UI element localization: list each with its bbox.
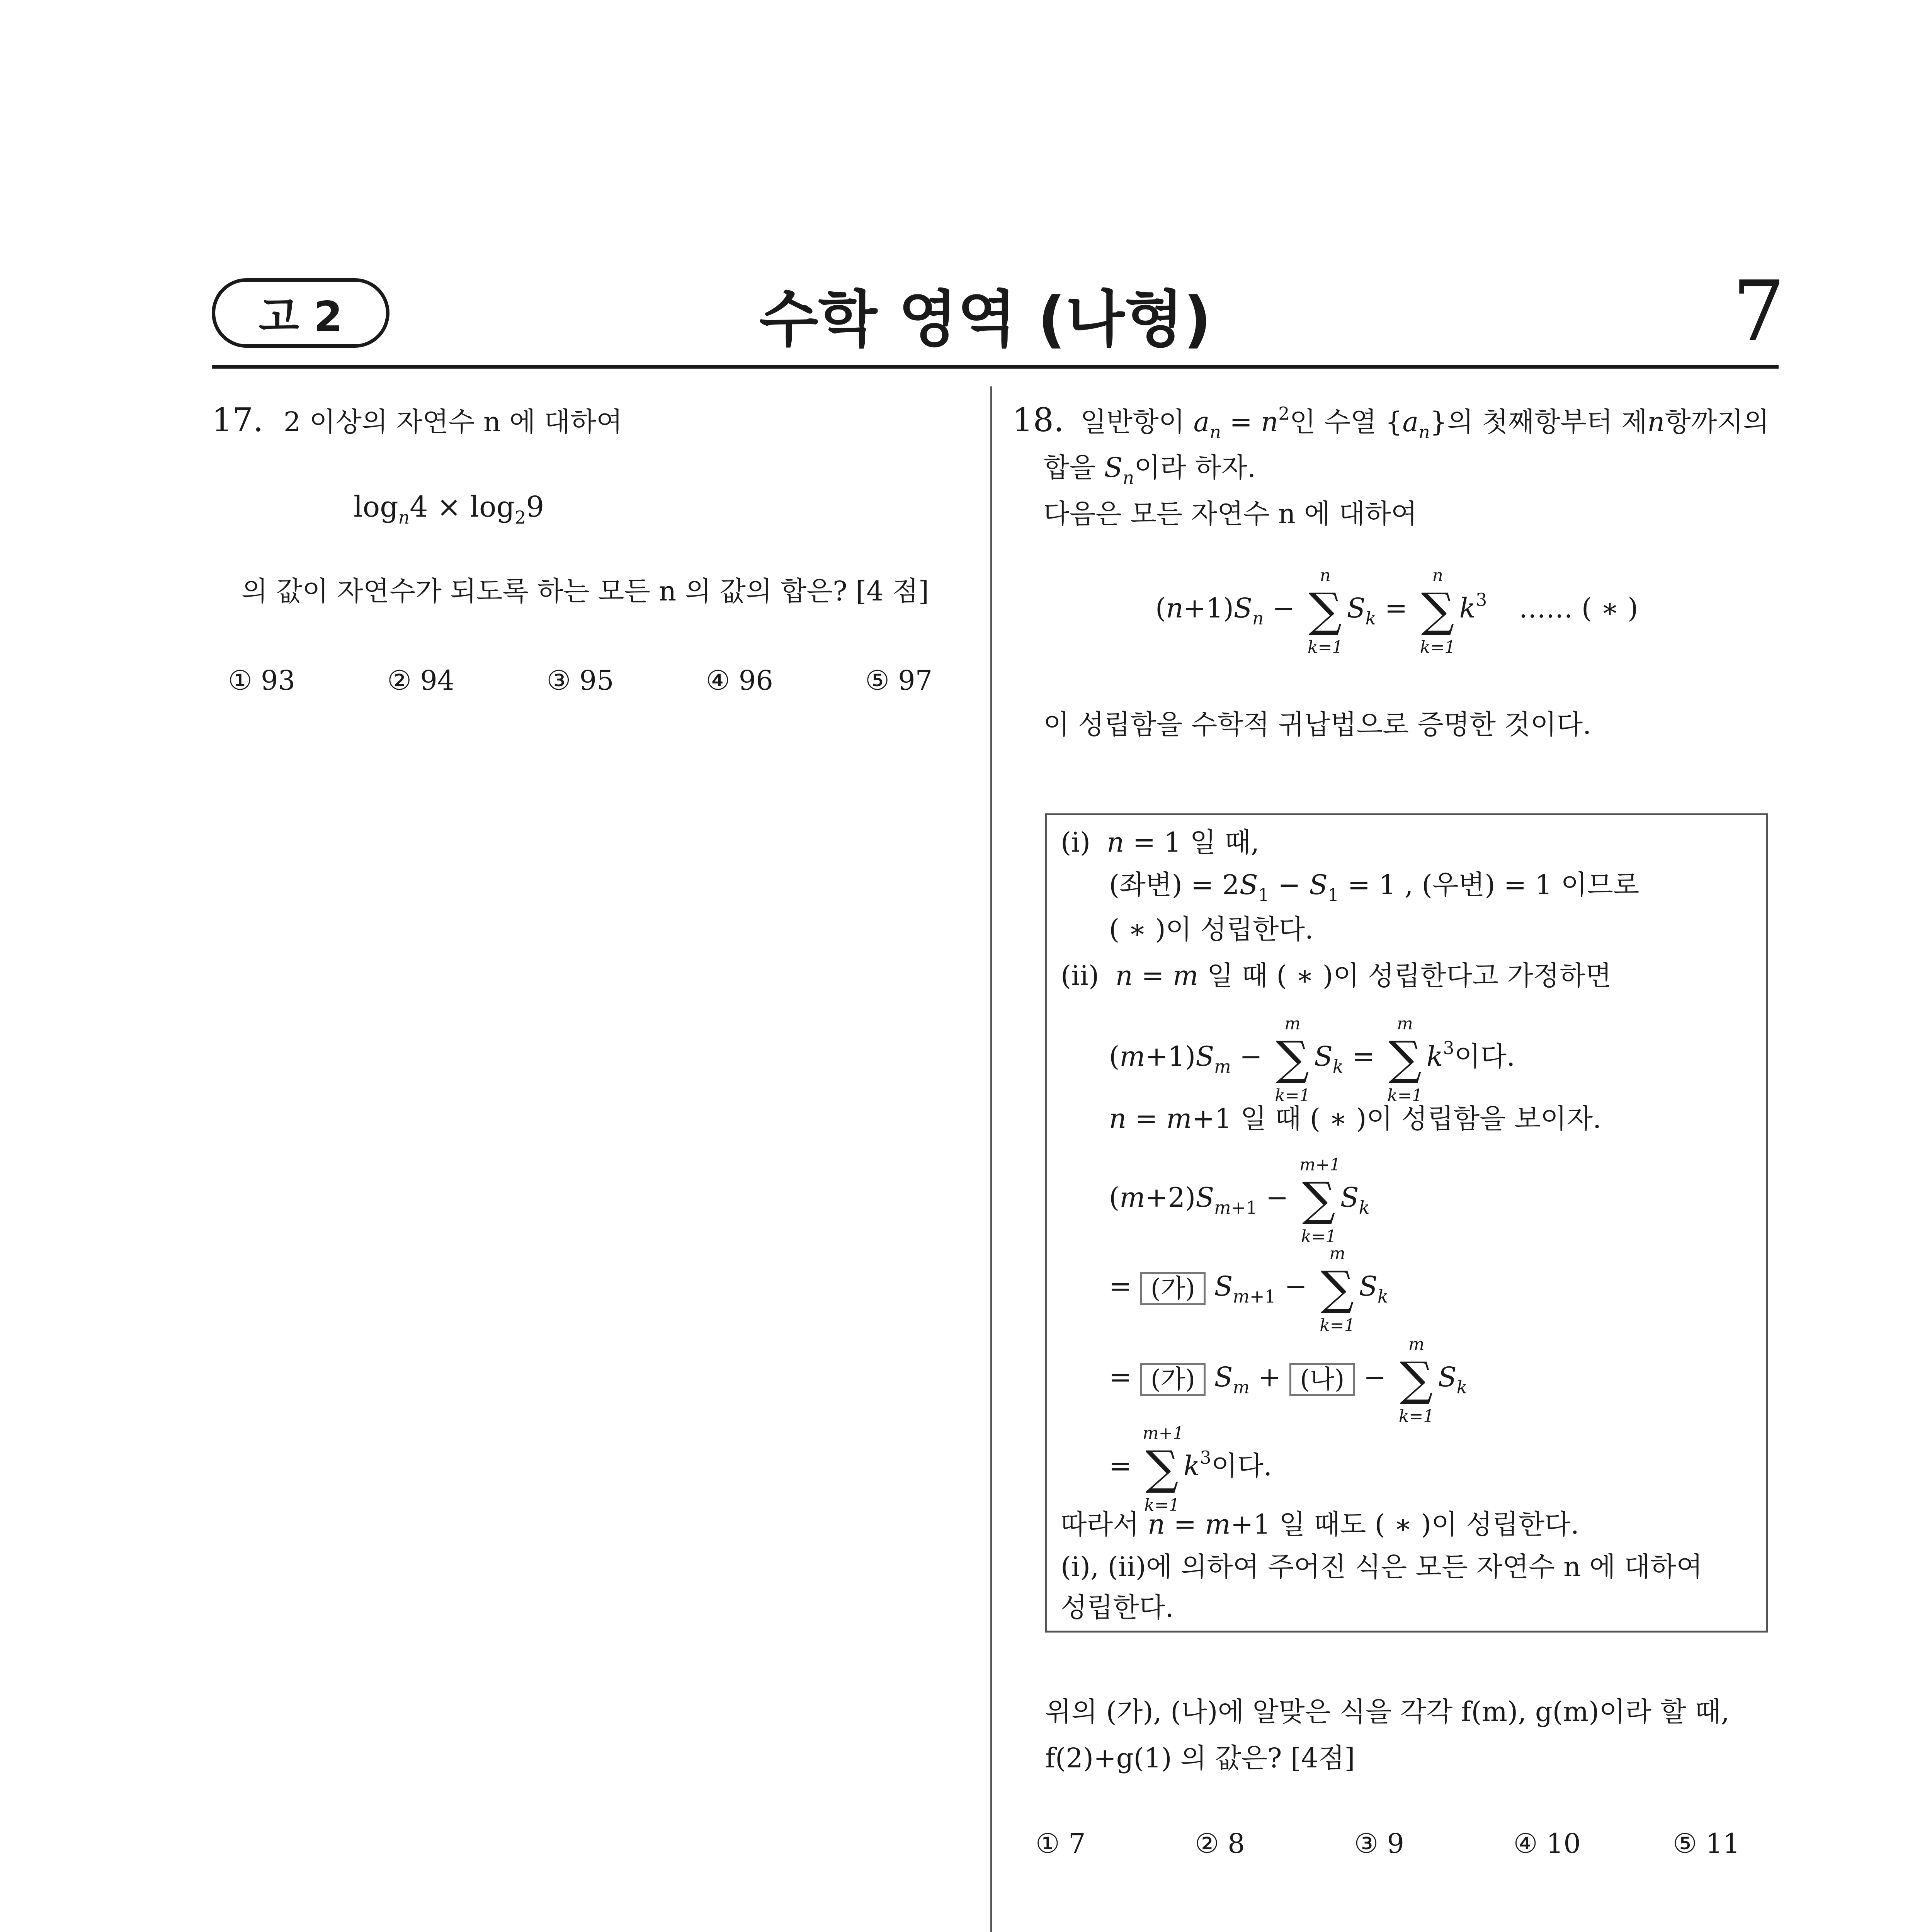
page-number: 7 bbox=[1732, 263, 1785, 360]
q18-choices bbox=[1036, 1828, 1740, 1859]
proof-i-right: (우변) bbox=[1422, 869, 1495, 901]
proof-step-1: $(m+2)S_{m+1}$ − m+1 ∑ k=1 $S_k$ bbox=[1109, 1155, 1370, 1247]
q17-question: 의 값이 자연수가 되도록 하는 모든 n 의 값의 합은? [4 점] bbox=[242, 575, 929, 607]
q18-number: 18. bbox=[1012, 401, 1064, 439]
q17-choices bbox=[228, 665, 932, 696]
q18-line4: 이 성립함을 수학적 귀납법으로 증명한 것이다. bbox=[1043, 709, 1592, 740]
q18-question-1: 위의 (가), (나)에 알맞은 식을 각각 f(m), g(m)이라 할 때, bbox=[1045, 1696, 1730, 1728]
proof-conclude-1b: 일 때도 ( ∗ )이 성립한다. bbox=[1279, 1509, 1579, 1540]
proof-end-is: 이다. bbox=[1211, 1450, 1272, 1482]
sum-sigma: m ∑ k=1 bbox=[1398, 1335, 1434, 1426]
sum-sigma: m ∑ k=1 bbox=[1275, 1014, 1310, 1105]
q17-intro: 2 이상의 자연수 n 에 대하여 bbox=[283, 406, 622, 438]
proof-conclude-2: (i), (ii)에 의하여 주어진 식은 모든 자연수 n 에 대하여 bbox=[1061, 1551, 1703, 1583]
sum-sigma: m ∑ k=1 bbox=[1387, 1014, 1423, 1105]
proof-ii-show: n = m+1 일 때 ( ∗ )이 성립함을 보이자. bbox=[1109, 1103, 1602, 1134]
proof-ii-text: 일 때 ( ∗ )이 성립한다고 가정하면 bbox=[1207, 960, 1612, 992]
q18-line2: 합을 $S_n$이라 하자. bbox=[1043, 452, 1256, 488]
header-rule bbox=[212, 365, 1779, 369]
proof-i-head: (i) n = 1 일 때, bbox=[1061, 827, 1260, 858]
proof-ii-head: (ii) n = m 일 때 ( ∗ )이 성립한다고 가정하면 bbox=[1061, 960, 1612, 992]
q18-text-1d: 항까지의 bbox=[1665, 406, 1769, 438]
q17-choice-2[interactable]: ② 94 bbox=[387, 665, 455, 696]
q18-line1: 18. 일반항이 $a_n = n^2$인 수열 $\{a_n\}$의 첫째항부터 제n항까지의 bbox=[1012, 401, 1769, 442]
proof-conclude-1a: 따라서 bbox=[1061, 1509, 1139, 1540]
proof-ii-hypothesis: $(m+1)S_m$ − m ∑ k=1 $S_k$ = m ∑ k=1 $k^3$이다. bbox=[1109, 1014, 1515, 1105]
q17-intro-line bbox=[212, 401, 622, 439]
proof-conclude-1: 따라서 n = m+1 일 때도 ( ∗ )이 성립한다. bbox=[1061, 1509, 1579, 1540]
proof-i-eq: (좌변) = $2S_1 - S_1 = 1$ , (우변) = 1 이므로 bbox=[1109, 869, 1639, 905]
q17-number: 17. bbox=[212, 401, 264, 439]
blank-ga: (가) bbox=[1140, 1272, 1206, 1306]
q18-main-equation: $(n+1)S_n$ − n ∑ k=1 $S_k$ = n ∑ k=1 $k^3$ …… ( ∗ ) bbox=[1155, 566, 1638, 657]
q18-choice-4[interactable]: ④ 10 bbox=[1513, 1828, 1581, 1859]
sum-sigma: m+1 ∑ k=1 bbox=[1299, 1155, 1341, 1247]
proof-ii-label: (ii) bbox=[1061, 960, 1099, 992]
proof-i-holds: ( ∗ )이 성립한다. bbox=[1109, 913, 1314, 945]
q18-choice-3[interactable]: ③ 9 bbox=[1354, 1828, 1405, 1859]
grade-label: 고 2 bbox=[259, 293, 343, 341]
q18-choice-1[interactable]: ① 7 bbox=[1036, 1828, 1086, 1859]
sum-sigma: n ∑ k=1 bbox=[1420, 566, 1456, 657]
q17-formula: $\log_n4 \times \log_29$ bbox=[354, 490, 544, 528]
q18-text-1b: 인 수열 bbox=[1289, 406, 1377, 438]
proof-step-2: = (가) $S_{m+1}$ − m ∑ k=1 $S_k$ bbox=[1109, 1244, 1388, 1335]
q17-choice-4[interactable]: ④ 96 bbox=[706, 665, 773, 696]
proof-step-3: = (가) $S_m$ + (나) − m ∑ k=1 $S_k$ bbox=[1109, 1335, 1468, 1426]
q17-choice-1[interactable]: ① 93 bbox=[228, 665, 296, 696]
proof-i-left: (좌변) bbox=[1109, 869, 1182, 901]
blank-na: (나) bbox=[1289, 1363, 1355, 1396]
q18-line3: 다음은 모든 자연수 n 에 대하여 bbox=[1043, 498, 1417, 530]
proof-ii-show-text: 일 때 ( ∗ )이 성립함을 보이자. bbox=[1240, 1103, 1602, 1134]
q17-choice-3[interactable]: ③ 95 bbox=[546, 665, 614, 696]
sum-sigma: m+1 ∑ k=1 bbox=[1142, 1423, 1184, 1515]
q18-text-1c: 의 첫째항부터 제 bbox=[1447, 406, 1648, 438]
proof-ii-is: 이다. bbox=[1454, 1041, 1515, 1072]
proof-step-4: = m+1 ∑ k=1 $k^3$이다. bbox=[1109, 1423, 1272, 1515]
sum-sigma: n ∑ k=1 bbox=[1307, 566, 1343, 657]
proof-i-text: 일 때, bbox=[1190, 827, 1260, 858]
page-title: 수학 영역 (나형) bbox=[759, 284, 1212, 355]
q18-text-2b: 이라 하자. bbox=[1134, 452, 1256, 483]
q18-text-1a: 일반항이 bbox=[1080, 406, 1185, 438]
q18-text-2a: 합을 bbox=[1043, 452, 1096, 483]
sum-sigma: m ∑ k=1 bbox=[1320, 1244, 1355, 1335]
equation-tag: …… ( ∗ ) bbox=[1519, 592, 1638, 624]
q18-choice-5[interactable]: ⑤ 11 bbox=[1673, 1828, 1740, 1859]
column-divider bbox=[990, 386, 992, 1932]
blank-ga-2: (가) bbox=[1140, 1363, 1206, 1396]
q17-choice-5[interactable]: ⑤ 97 bbox=[865, 665, 933, 696]
q18-question-2: f(2)+g(1) 의 값은? [4점] bbox=[1045, 1742, 1355, 1774]
proof-i-then: 이므로 bbox=[1561, 869, 1639, 901]
q18-choice-2[interactable]: ② 8 bbox=[1195, 1828, 1245, 1859]
grade-badge bbox=[212, 278, 389, 348]
proof-conclude-3: 성립한다. bbox=[1061, 1592, 1174, 1623]
proof-i-label: (i) bbox=[1061, 827, 1091, 858]
